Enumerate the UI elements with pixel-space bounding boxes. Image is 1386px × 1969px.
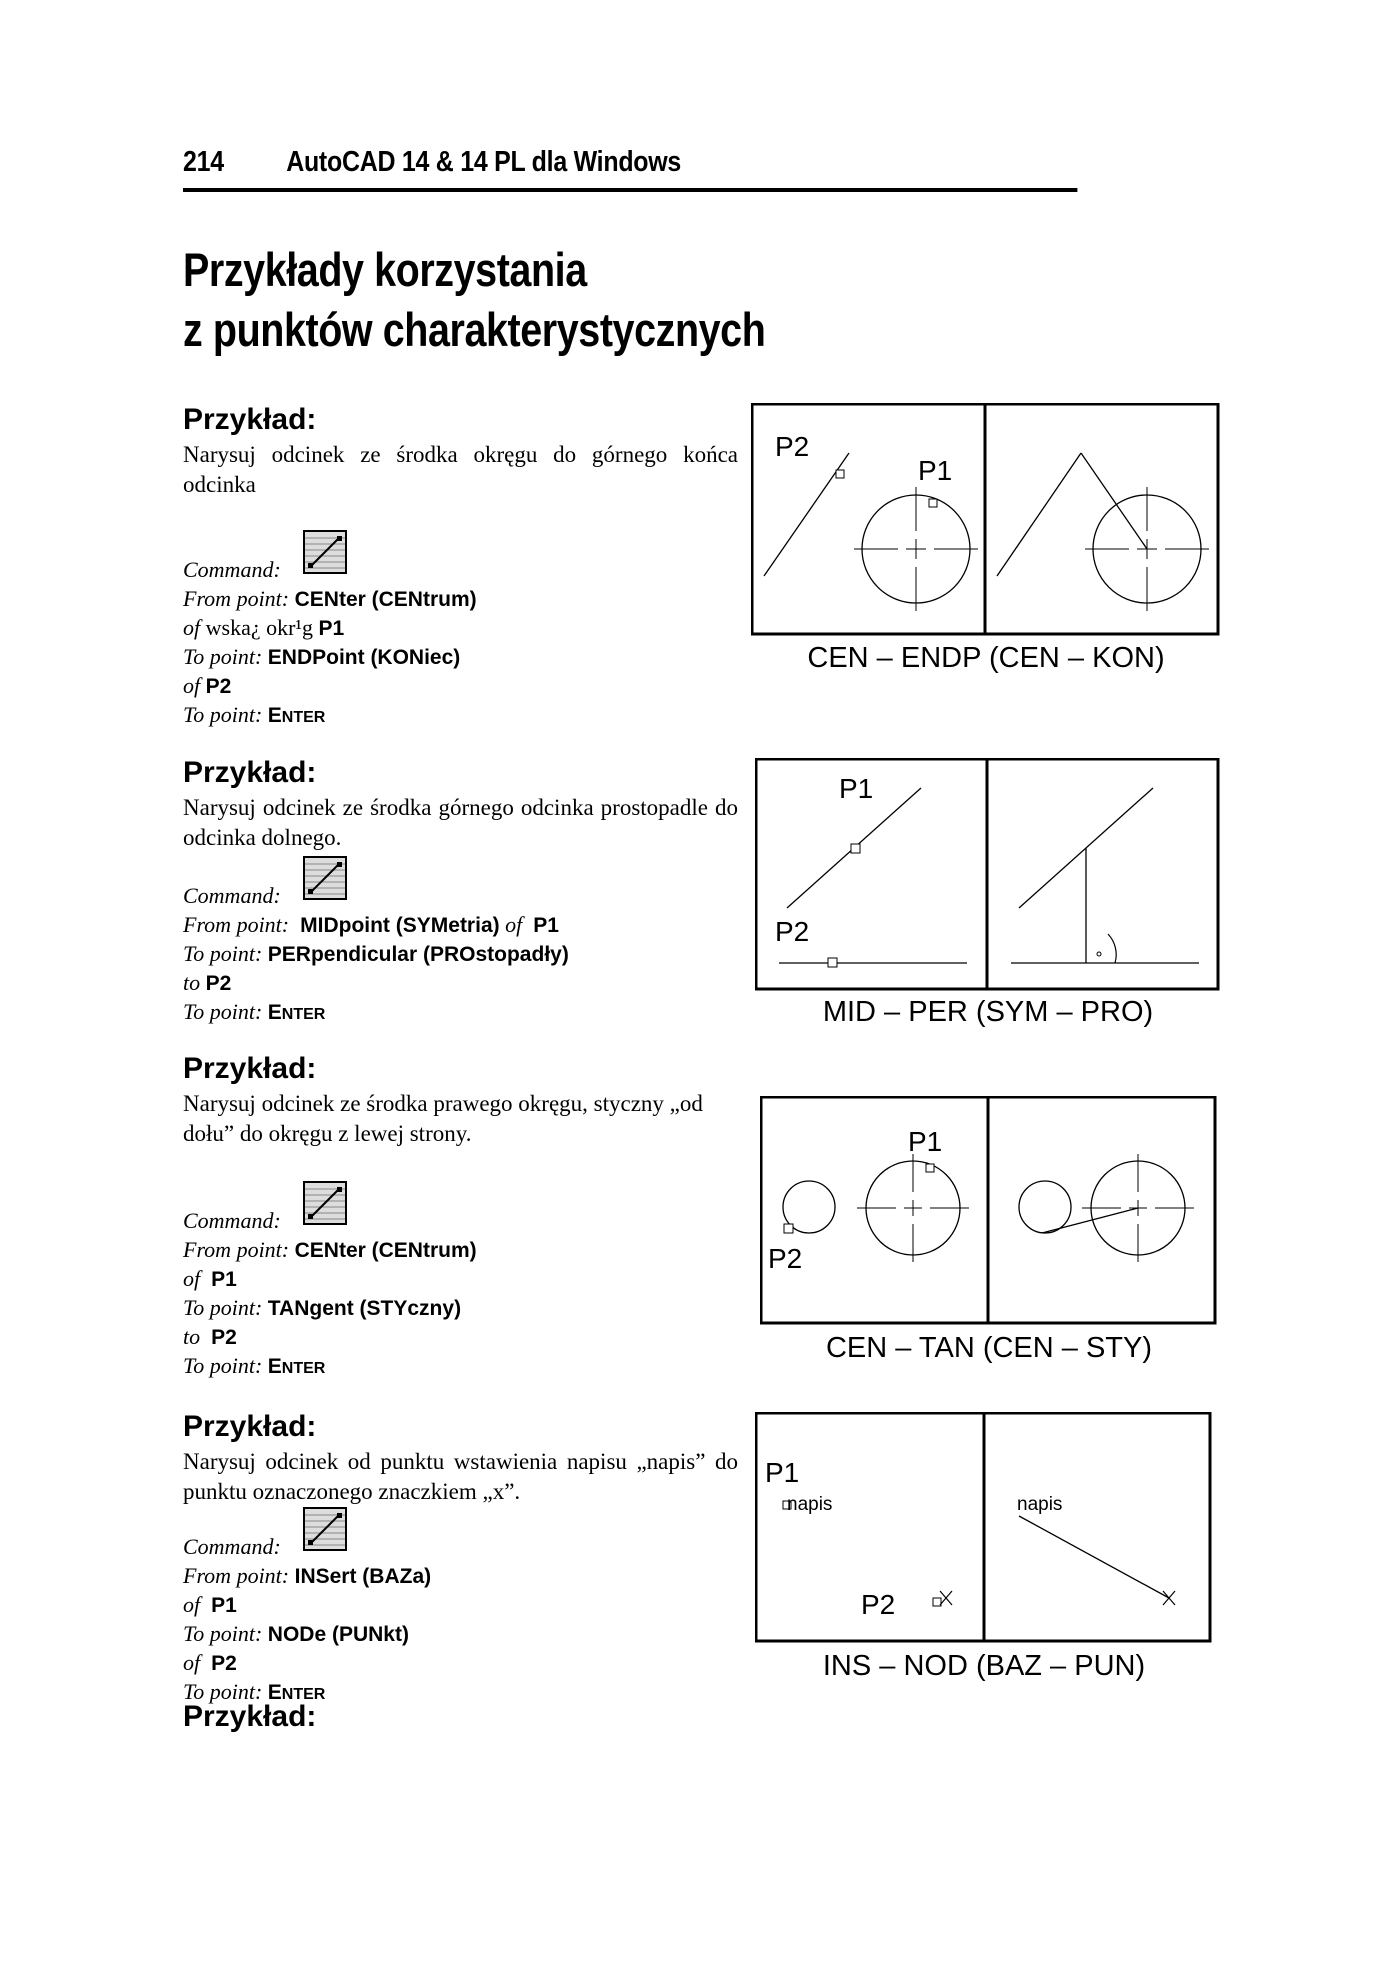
example-description: Narysuj odcinek ze środka okręgu do górnego końca odcinka bbox=[183, 442, 738, 497]
object-snap-line-icon bbox=[303, 1507, 347, 1551]
command-line: From point: CENter (CENtrum) bbox=[183, 586, 477, 611]
command-line: From point: INSert (BAZa) bbox=[183, 1563, 432, 1588]
figure-cen-endp bbox=[751, 403, 1221, 638]
figure-caption: INS – NOD (BAZ – PUN) bbox=[822, 1650, 1146, 1682]
figure-ins-nod bbox=[755, 1412, 1213, 1644]
command-line: To point: TANgent (STYczny) bbox=[183, 1295, 462, 1320]
command-line: To point: ENDPoint (KONiec) bbox=[183, 644, 461, 669]
figure-text-napis: napis bbox=[787, 1494, 833, 1515]
example-description: Narysuj odcinek od punktu wstawienia napisu „napis” do punktu oznaczonego znaczkiem „x”. bbox=[183, 1449, 738, 1504]
command-line: of wska¿ okr¹g P1 bbox=[183, 615, 345, 640]
chapter-title-line-1: Przykłady korzystania bbox=[183, 243, 587, 296]
command-line: To point: ENTER bbox=[183, 1353, 326, 1378]
example-description: Narysuj odcinek ze środka prawego okręgu, styczny „od dołu” do okręgu z lewej strony. bbox=[183, 1091, 703, 1146]
figure-label: P2 bbox=[768, 1243, 803, 1274]
enter-key: ENTER bbox=[267, 1001, 326, 1024]
figure-mid-per bbox=[755, 758, 1221, 992]
figure-label: P1 bbox=[765, 1457, 800, 1488]
figure-label: P2 bbox=[775, 431, 810, 462]
command-line: Command: bbox=[183, 1534, 281, 1559]
figure-label: P1 bbox=[918, 455, 953, 486]
object-snap-line-icon bbox=[303, 856, 347, 900]
book-title: AutoCAD 14 & 14 PL dla Windows bbox=[286, 146, 682, 178]
page-number: 214 bbox=[183, 146, 224, 178]
enter-key: ENTER bbox=[267, 704, 326, 727]
command-line: To point: ENTER bbox=[183, 999, 326, 1024]
enter-key: ENTER bbox=[267, 1681, 326, 1704]
example-heading: Przykład: bbox=[183, 756, 317, 789]
chapter-title-line-2: z punktów charakterystycznych bbox=[183, 303, 766, 356]
object-snap-line-icon bbox=[303, 1181, 347, 1225]
command-line: Command: bbox=[183, 1208, 281, 1233]
object-snap-line-icon bbox=[303, 530, 347, 574]
command-line: To point: ENTER bbox=[183, 702, 326, 727]
figure-caption: CEN – TAN (CEN – STY) bbox=[825, 1332, 1153, 1364]
figure-caption: CEN – ENDP (CEN – KON) bbox=[807, 642, 1165, 674]
figure-label: P2 bbox=[861, 1589, 896, 1620]
figure-text-napis: napis bbox=[1017, 1494, 1063, 1515]
command-line: Command: bbox=[183, 883, 281, 908]
chapter-title bbox=[183, 240, 765, 360]
command-line: of P1 bbox=[183, 1592, 237, 1617]
command-line: to P2 bbox=[183, 1324, 237, 1349]
command-line: of P2 bbox=[183, 673, 232, 698]
command-line: to P2 bbox=[183, 970, 232, 995]
command-line: From point: CENter (CENtrum) bbox=[183, 1237, 477, 1262]
command-line: To point: ENTER bbox=[183, 1679, 326, 1704]
figure-label: P1 bbox=[839, 773, 874, 804]
command-line: of P1 bbox=[183, 1266, 237, 1291]
command-line: To point: PERpendicular (PROstopadły) bbox=[183, 941, 569, 966]
figure-label: P1 bbox=[908, 1126, 943, 1157]
command-line: of P2 bbox=[183, 1650, 237, 1675]
command-line: Command: bbox=[183, 557, 281, 582]
figure-cen-tan bbox=[760, 1096, 1218, 1326]
example-heading: Przykład: bbox=[183, 1410, 317, 1443]
example-heading: Przykład: bbox=[183, 403, 317, 436]
command-line: From point: MIDpoint (SYMetria) of P1 bbox=[183, 912, 559, 937]
example-heading: Przykład: bbox=[183, 1700, 317, 1733]
example-heading: Przykład: bbox=[183, 1052, 317, 1085]
figure-caption: MID – PER (SYM – PRO) bbox=[822, 996, 1154, 1028]
running-head bbox=[183, 140, 1077, 192]
figure-label: P2 bbox=[775, 916, 810, 947]
enter-key: ENTER bbox=[267, 1355, 326, 1378]
example-description: Narysuj odcinek ze środka górnego odcinka prostopadle do odcinka dolnego. bbox=[183, 795, 738, 850]
command-line: To point: NODe (PUNkt) bbox=[183, 1621, 409, 1646]
